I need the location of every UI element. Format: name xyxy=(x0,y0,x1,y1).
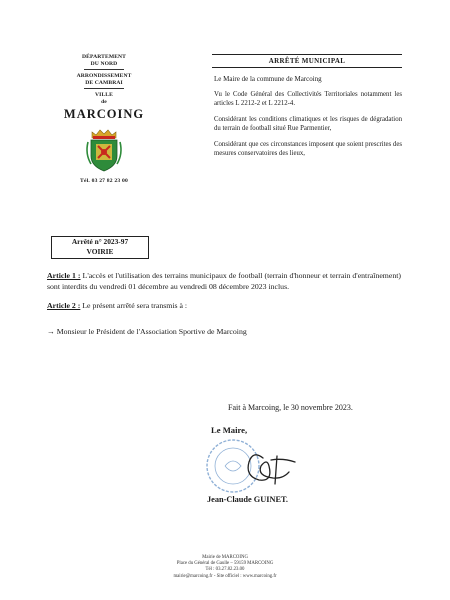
addressee-line: → Monsieur le Président de l'Association Sportive de Marcoing xyxy=(47,326,247,336)
footer xyxy=(125,555,325,580)
decree-category: VOIRIE xyxy=(86,247,114,256)
decree-reference-box xyxy=(51,236,149,259)
article-2 xyxy=(47,300,401,311)
article-1-label: Article 1 : xyxy=(47,271,81,280)
official-stamp-icon xyxy=(203,436,303,498)
article-1-text: L'accès et l'utilisation des terrains municipaux de football (terrain d'honneur et terrain d'entraînement) sont interdits du vendredi 01 décembre au vendredi 08 décembre 2023 inclus. xyxy=(47,271,401,292)
ville-label: VILLE de xyxy=(95,92,113,105)
document-title: ARRÊTÉ MUNICIPAL xyxy=(212,54,402,68)
article-2-text: Le présent arrêté sera transmis à : xyxy=(80,301,188,311)
letterhead-left xyxy=(48,54,160,184)
letterhead-right xyxy=(212,54,402,159)
legal-basis-paragraph: Vu le Code Général des Collectivités Territoriales notamment les articles L 2212-2 et L 2212-4. xyxy=(214,91,402,107)
mayor-line: Le Maire de la commune de Marcoing xyxy=(214,75,322,83)
considering-paragraph: Considérant que ces circonstances imposent que soient prescrites des mesures conservatoires des lieux, xyxy=(214,141,402,157)
decree-body xyxy=(47,270,401,337)
footer-line: Mairie de MARCOING xyxy=(202,555,248,560)
signature-date: Fait à Marcoing, le 30 novembre 2023. xyxy=(228,403,353,412)
phone-number: Tél. 03 27 82 23 00 xyxy=(80,177,128,184)
signature-role: Le Maire, xyxy=(211,425,248,435)
department-label: DÉPARTEMENT DU NORD xyxy=(82,54,126,67)
divider xyxy=(84,69,124,70)
article-1 xyxy=(47,270,401,292)
article-2-label: Article 2 : xyxy=(47,301,81,311)
divider xyxy=(84,88,124,89)
mayor-name: Jean-Claude GUINET. xyxy=(207,495,288,504)
footer-line: Place du Général de Gaulle – 59159 MARCOING xyxy=(176,561,274,567)
coat-of-arms-icon xyxy=(84,128,124,172)
arrondissement-label: ARRONDISSEMENT DE CAMBRAI xyxy=(76,73,132,86)
town-name: MARCOING xyxy=(63,106,145,121)
footer-line: mairie@marcoing.fr - Site officiel : www.marcoing.fr xyxy=(173,573,277,579)
footer-line: Tél : 03.27.82.23.00 xyxy=(205,567,245,573)
decree-number: Arrêté n° 2023-97 xyxy=(71,237,129,246)
considering-paragraph: Considérant les conditions climatiques et les risques de dégradation du terrain de football situé Rue Parmentier, xyxy=(214,116,402,132)
